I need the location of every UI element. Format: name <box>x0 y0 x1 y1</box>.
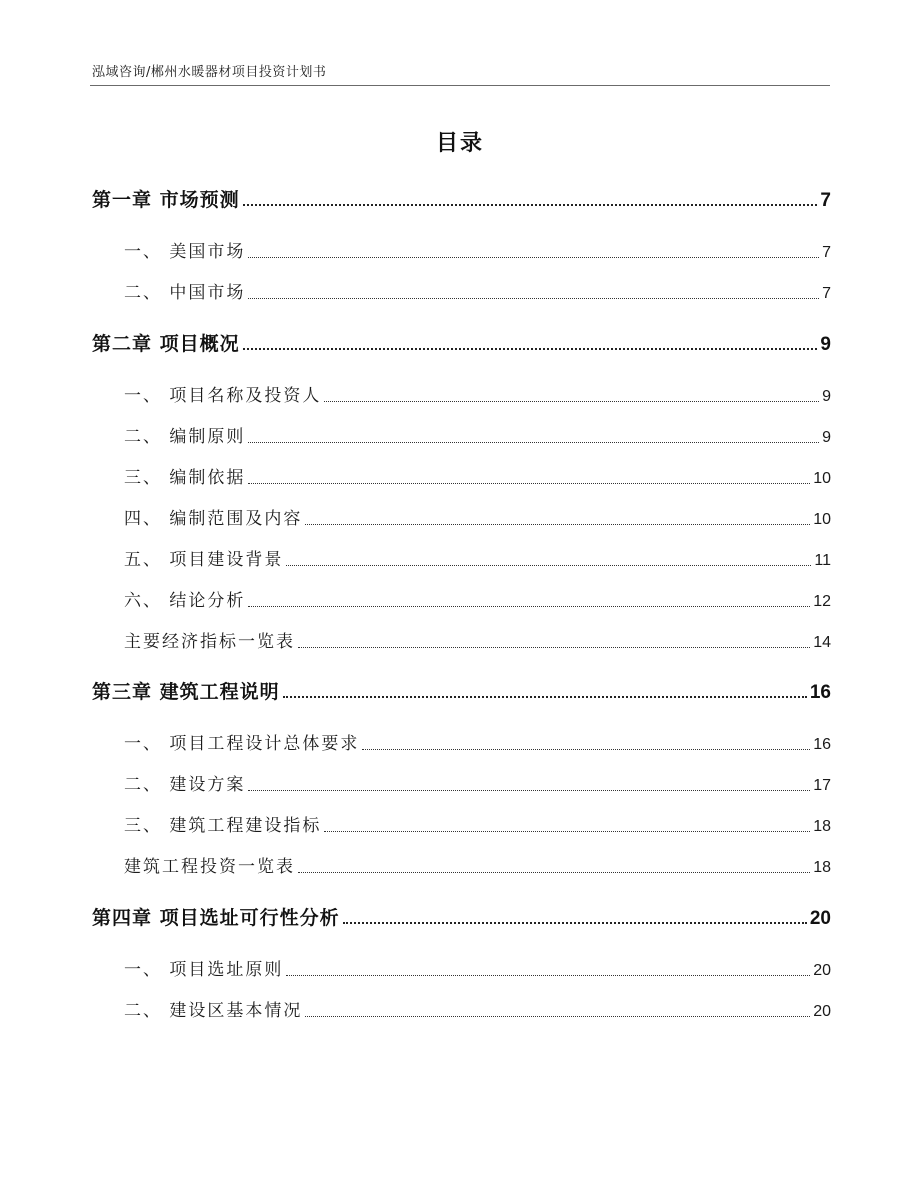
toc-section[interactable] <box>124 425 831 449</box>
toc-section[interactable] <box>124 548 831 572</box>
dot-leader <box>248 790 810 791</box>
toc-page-number: 18 <box>813 818 831 835</box>
toc-page-number: 9 <box>822 388 831 405</box>
page-title: 目录 <box>435 131 484 156</box>
toc-page-number: 10 <box>813 511 831 528</box>
toc-section[interactable] <box>124 507 831 531</box>
toc-entry-label: 五、 项目建设背景 <box>124 550 284 570</box>
toc-section[interactable] <box>124 732 831 756</box>
dot-leader <box>305 524 810 525</box>
toc-entry-label: 第一章 市场预测 <box>92 189 240 211</box>
toc-section[interactable] <box>124 281 831 305</box>
dot-leader <box>248 298 819 299</box>
toc-entry-label: 三、 建筑工程建设指标 <box>124 816 322 836</box>
toc-entry-label: 一、 美国市场 <box>124 242 246 262</box>
toc-entry-label: 三、 编制依据 <box>124 468 246 488</box>
toc-page-number: 14 <box>813 634 831 651</box>
toc-entry-label: 二、 中国市场 <box>124 283 246 303</box>
dot-leader <box>324 401 819 402</box>
toc-page-number: 20 <box>809 908 831 929</box>
dot-leader <box>248 606 810 607</box>
toc-page-number: 9 <box>820 334 831 355</box>
running-header: 泓域咨询/郴州水暖器材项目投资计划书 <box>92 65 327 80</box>
toc-entry-label: 第四章 项目选址可行性分析 <box>92 907 340 929</box>
toc-page-number: 10 <box>813 470 831 487</box>
toc-page-number: 17 <box>813 777 831 794</box>
toc-entry-label: 第二章 项目概况 <box>92 333 240 355</box>
toc-section[interactable] <box>124 773 831 797</box>
toc-section[interactable] <box>124 958 831 982</box>
toc-entry-label: 二、 建设方案 <box>124 775 246 795</box>
toc-page-number: 16 <box>809 682 831 703</box>
toc-entry-label: 一、 项目工程设计总体要求 <box>124 734 360 754</box>
toc-page-number: 9 <box>822 429 831 446</box>
toc-page-number: 7 <box>822 285 831 302</box>
dot-leader <box>305 1016 810 1017</box>
toc-entry-label: 第三章 建筑工程说明 <box>92 681 280 703</box>
toc-chapter[interactable] <box>92 332 831 356</box>
dot-leader <box>286 565 811 566</box>
toc-entry-label: 二、 建设区基本情况 <box>124 1001 303 1021</box>
dot-leader <box>324 831 810 832</box>
toc-section[interactable] <box>124 855 831 879</box>
toc-section[interactable] <box>124 630 831 654</box>
dot-leader <box>248 483 810 484</box>
toc-entry-label: 四、 编制范围及内容 <box>124 509 303 529</box>
toc-page-number: 12 <box>813 593 831 610</box>
dot-leader <box>286 975 810 976</box>
toc-entry-label: 二、 编制原则 <box>124 427 246 447</box>
toc-section[interactable] <box>124 384 831 408</box>
toc-page-number: 18 <box>813 859 831 876</box>
toc-section[interactable] <box>124 814 831 838</box>
toc-page-number: 11 <box>814 552 831 569</box>
toc-entry-label: 主要经济指标一览表 <box>124 632 295 652</box>
toc-section[interactable] <box>124 466 831 490</box>
toc-page-number: 20 <box>813 962 831 979</box>
toc-chapter[interactable] <box>92 906 831 930</box>
toc-chapter[interactable] <box>92 680 831 704</box>
toc-page-number: 16 <box>813 736 831 753</box>
toc-entry-label: 建筑工程投资一览表 <box>124 857 295 877</box>
toc-chapter[interactable] <box>92 188 831 212</box>
toc-section[interactable] <box>124 240 831 264</box>
dot-leader <box>243 204 818 206</box>
dot-leader <box>298 872 810 873</box>
toc-section[interactable] <box>124 589 831 613</box>
toc-entry-label: 六、 结论分析 <box>124 591 246 611</box>
toc-section[interactable] <box>124 999 831 1023</box>
dot-leader <box>243 348 818 350</box>
dot-leader <box>283 696 807 698</box>
dot-leader <box>248 257 819 258</box>
dot-leader <box>298 647 810 648</box>
toc-page-number: 7 <box>822 244 831 261</box>
toc-entry-label: 一、 项目选址原则 <box>124 960 284 980</box>
dot-leader <box>362 749 810 750</box>
toc-entry-label: 一、 项目名称及投资人 <box>124 386 322 406</box>
dot-leader <box>343 922 807 924</box>
dot-leader <box>248 442 819 443</box>
toc-page-number: 7 <box>820 190 831 211</box>
toc-page-number: 20 <box>813 1003 831 1020</box>
